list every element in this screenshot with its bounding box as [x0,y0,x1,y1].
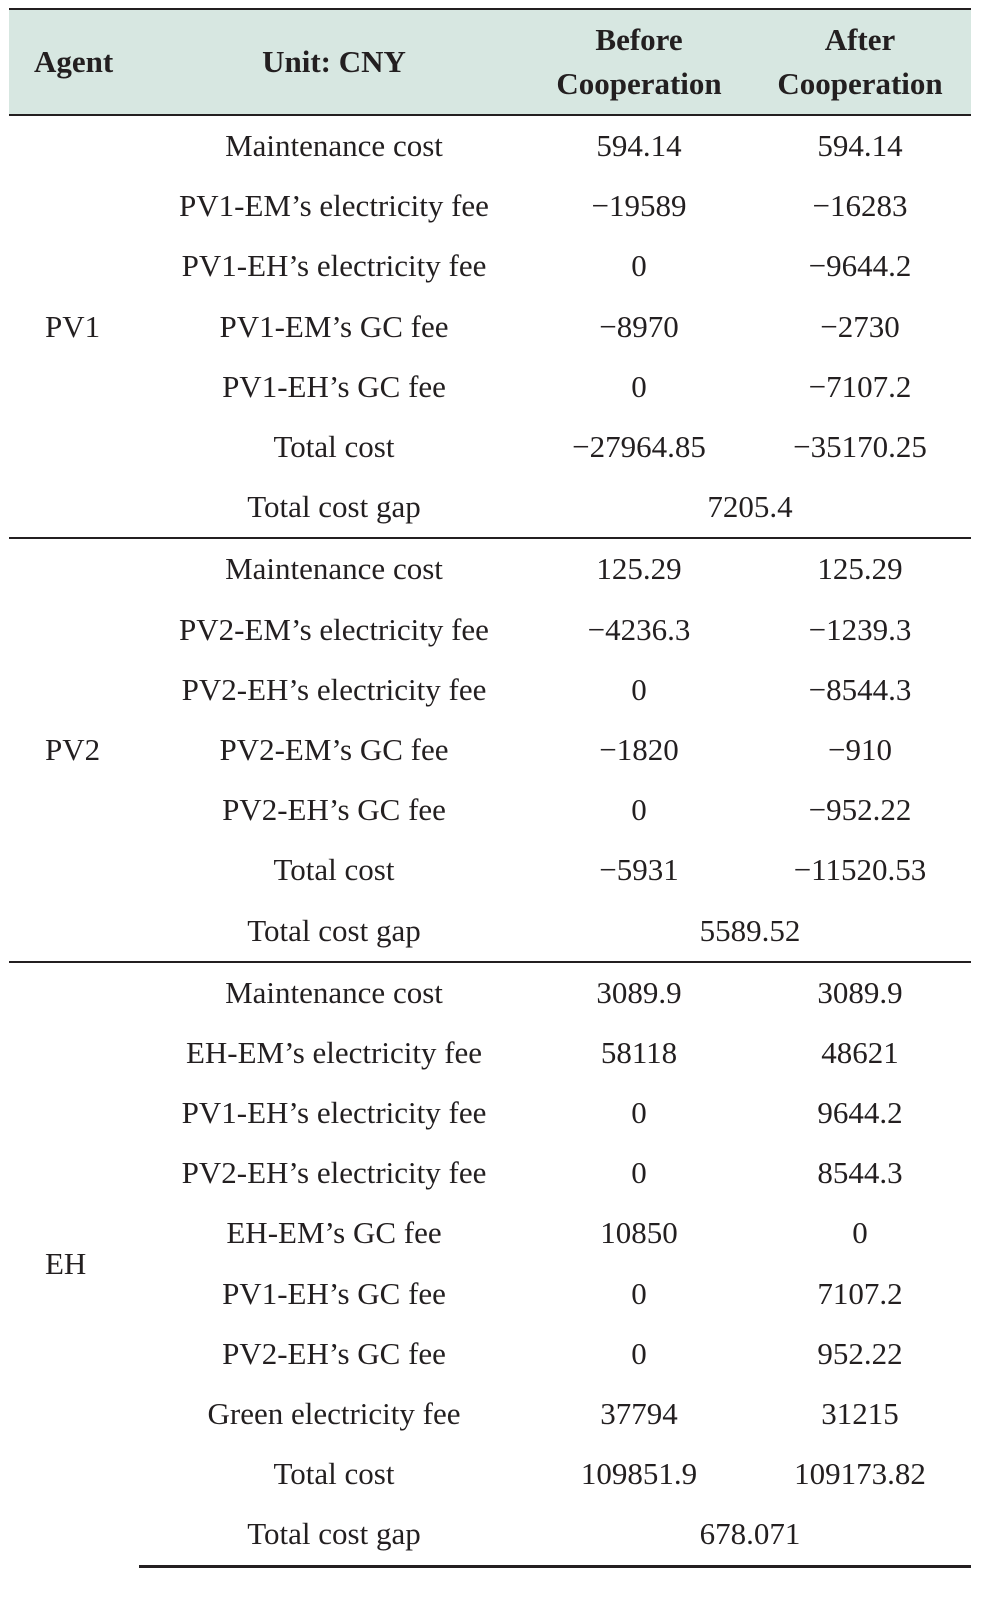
item-cell: PV1-EH’s electricity fee [181,248,487,284]
before-header-line2: Cooperation [556,66,722,101]
after-value: 3089.9 [749,962,971,1023]
before-header-line1: Before [595,22,683,57]
before-value: 0 [631,368,647,404]
item-cell: PV1-EH’s GC fee [222,1275,446,1311]
before-value: 0 [631,1155,647,1191]
item-cell: PV2-EH’s GC fee [222,1335,446,1371]
before-value: −4236.3 [587,611,691,647]
item-cell: Total cost [273,429,395,465]
after-value: 952.22 [817,1335,903,1371]
gap-label: Total cost gap [247,489,421,525]
gap-label: Total cost gap [139,1504,529,1566]
item-cell: PV1-EM’s electricity fee [179,188,489,224]
table-row [9,1384,971,1444]
after-header-line1: After [824,22,896,57]
before-value: 125.29 [529,538,749,599]
before-column-header [529,9,749,115]
table-row [9,417,971,477]
table-row [9,297,971,357]
item-cell: Maintenance cost [225,128,443,164]
agent-label-pv1: PV1 [45,308,101,344]
before-value: 0 [631,1275,647,1311]
before-value: −27964.85 [572,429,706,465]
item-cell: Total cost [273,1456,395,1492]
item-cell: PV1-EH’s electricity fee [181,1095,487,1131]
group-pv1 [9,115,971,538]
item-cell: PV2-EH’s electricity fee [181,1155,487,1191]
gap-label: Total cost gap [247,912,421,948]
before-value: −1820 [599,731,679,767]
after-value: −7107.2 [808,368,912,404]
item-cell: Maintenance cost [139,538,529,599]
gap-value: 678.071 [529,1504,971,1566]
item-cell: Maintenance cost [139,962,529,1023]
unit-column-header: Unit: CNY [139,9,529,115]
before-value: −8970 [599,308,679,344]
after-value: 48621 [821,1034,899,1070]
item-cell: PV1-EH’s GC fee [222,368,446,404]
cost-comparison-table [9,8,971,1568]
item-cell: PV2-EM’s electricity fee [179,611,489,647]
gap-row [9,1504,971,1566]
table-row [9,840,971,900]
item-cell: PV2-EM’s GC fee [219,731,449,767]
before-value: 3089.9 [529,962,749,1023]
table-row [9,1264,971,1324]
agent-label-eh: EH [9,962,139,1566]
after-value: −11520.53 [793,852,927,888]
item-cell: PV1-EM’s GC fee [219,308,449,344]
gap-row [9,900,971,961]
after-header-line2: Cooperation [777,66,943,101]
table-row [9,538,971,599]
group-eh [9,962,971,1566]
table-row [9,1324,971,1384]
before-value: 0 [631,792,647,828]
after-value: −35170.25 [793,429,927,465]
item-cell: EH-EM’s electricity fee [185,1034,483,1070]
table-row [9,176,971,236]
gap-value: 7205.4 [707,489,793,525]
after-column-header [749,9,971,115]
after-value: −16283 [812,188,908,224]
table-row [9,115,971,176]
table-row [9,1444,971,1504]
table-row [9,1023,971,1083]
before-value: 37794 [600,1396,678,1432]
table-row [9,600,971,660]
after-value: −9644.2 [808,248,912,284]
header-row [9,9,971,115]
after-value: −2730 [820,308,900,344]
before-value: −5931 [599,852,679,888]
before-value: 0 [631,1335,647,1371]
table-row [9,1143,971,1203]
item-cell: PV2-EH’s GC fee [222,792,446,828]
gap-value: 5589.52 [699,912,801,948]
before-value: −19589 [591,188,687,224]
after-value: 31215 [821,1396,899,1432]
item-cell: Total cost [273,852,395,888]
after-value: −910 [828,731,892,767]
agent-column-header: Agent [9,9,139,115]
table-row [9,1203,971,1263]
after-value: −1239.3 [808,611,912,647]
before-value: 0 [631,671,647,707]
before-value: 58118 [600,1034,678,1070]
after-value: 125.29 [749,538,971,599]
table-row [9,780,971,840]
table-row [9,357,971,417]
table-header [9,9,971,115]
item-cell: EH-EM’s GC fee [226,1215,442,1251]
table-row [9,720,971,780]
after-value: 109173.82 [794,1456,926,1492]
after-value: 8544.3 [817,1155,903,1191]
before-value: 0 [631,248,647,284]
before-value: 0 [631,1095,647,1131]
item-cell: Green electricity fee [207,1396,461,1432]
after-value: 0 [852,1215,868,1251]
after-value: 9644.2 [817,1095,903,1131]
gap-row [9,477,971,538]
before-value: 594.14 [596,128,682,164]
before-value: 109851.9 [580,1456,698,1492]
after-value: −952.22 [808,792,912,828]
after-value: 7107.2 [817,1275,903,1311]
after-value: −8544.3 [808,671,912,707]
after-value: 594.14 [817,128,903,164]
table-row [9,236,971,296]
group-pv2 [9,538,971,961]
table-row [9,1083,971,1143]
agent-label-pv2: PV2 [9,538,139,961]
item-cell: PV2-EH’s electricity fee [181,671,487,707]
before-value: 10850 [600,1215,678,1251]
table-row [9,660,971,720]
table-row [9,962,971,1023]
